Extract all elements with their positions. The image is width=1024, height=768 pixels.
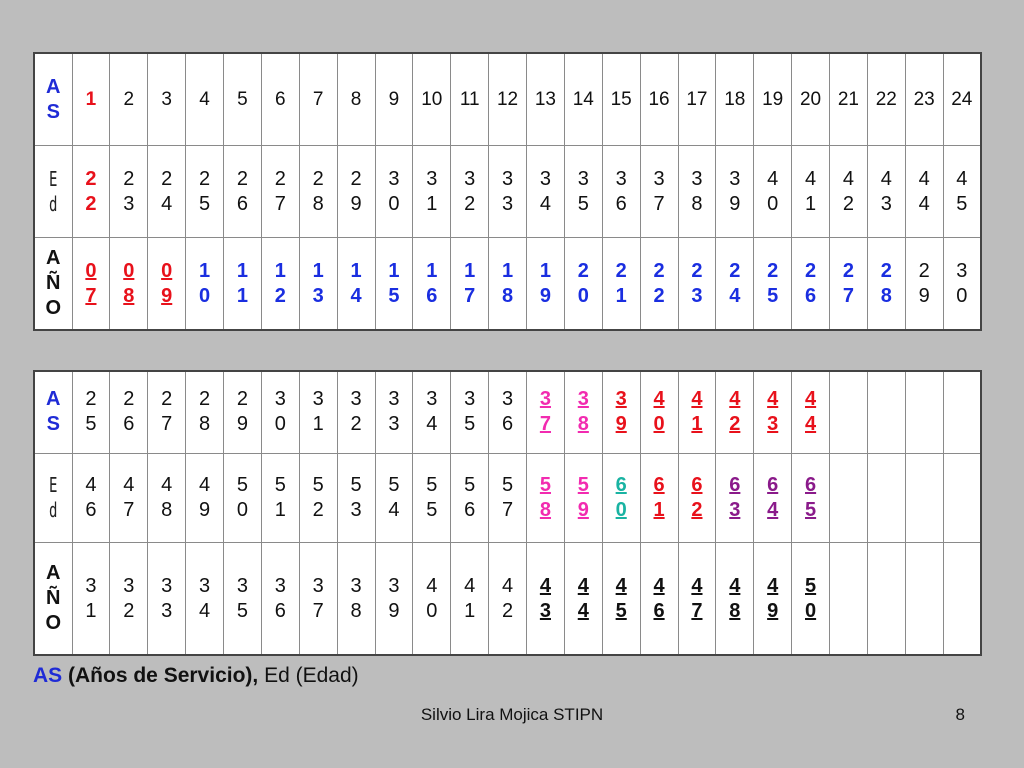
cell-ano-8: [337, 238, 375, 331]
cell-as-24: [943, 53, 981, 146]
cell-as-21: [830, 53, 868, 146]
cell-ed-20: [792, 146, 830, 238]
cell-value: 4 0: [426, 574, 438, 622]
cell-value: 13: [534, 88, 556, 110]
cell-ed-12: [489, 146, 527, 238]
cell-value: 3 3: [161, 574, 173, 622]
cell-value: 3 2: [464, 167, 476, 215]
cell-value: 4: [199, 88, 210, 110]
cell-value: 2 5: [199, 167, 211, 215]
cell-ano-2: [110, 543, 148, 655]
cell-value: 4 8: [729, 574, 741, 622]
cell-ano-24: [943, 543, 981, 655]
cell-ed-24: [943, 146, 981, 238]
cell-value: 3 7: [653, 167, 665, 215]
cell-ed-15: [602, 146, 640, 238]
cell-value: 3 8: [691, 167, 703, 215]
cell-ano-11: [451, 543, 489, 655]
cell-value: 6 1: [653, 473, 665, 521]
cell-ano-2: [110, 238, 148, 331]
cell-value: 5 1: [274, 473, 286, 521]
cell-value: 17: [686, 88, 708, 110]
cell-value: 6 5: [805, 473, 817, 521]
cell-ed-21: [830, 146, 868, 238]
cell-ed-1: [72, 453, 110, 543]
cell-value: 3 1: [312, 388, 324, 436]
cell-value: 5 6: [464, 473, 476, 521]
cell-as-5: [224, 53, 262, 146]
cell-as-21: [830, 371, 868, 453]
legend-as-text: (Años de Servicio),: [62, 664, 259, 687]
cell-value: 5 9: [577, 473, 589, 521]
row-as: [34, 371, 981, 453]
cell-value: 3 2: [350, 388, 362, 436]
cell-ano-9: [375, 238, 413, 331]
cell-ano-5: [224, 238, 262, 331]
cell-value: 6 0: [615, 473, 627, 521]
cell-as-15: [602, 53, 640, 146]
cell-value: 4 0: [653, 388, 665, 436]
cell-ed-9: [375, 453, 413, 543]
cell-value: 0 7: [85, 259, 97, 307]
cell-as-17: [678, 371, 716, 453]
cell-ano-12: [489, 543, 527, 655]
cell-value: 2 1: [615, 259, 627, 307]
cell-value: 3 9: [615, 388, 627, 436]
cell-value: 4 5: [956, 167, 968, 215]
cell-value: 4 2: [502, 574, 514, 622]
cell-value: 18: [724, 88, 746, 110]
header-ed: E d: [40, 146, 67, 238]
cell-value: 4 3: [539, 574, 551, 622]
cell-value: 21: [837, 88, 859, 110]
cell-value: 1 2: [274, 259, 286, 307]
cell-value: 3 1: [85, 574, 97, 622]
cell-ano-5: [224, 543, 262, 655]
cell-ano-18: [716, 238, 754, 331]
cell-value: 2 6: [123, 388, 135, 436]
cell-ed-16: [640, 146, 678, 238]
cell-as-1: [72, 371, 110, 453]
cell-ed-23: [905, 146, 943, 238]
cell-ed-11: [451, 146, 489, 238]
cell-ed-17: [678, 146, 716, 238]
cell-as-23: [905, 53, 943, 146]
cell-value: 4 7: [691, 574, 703, 622]
cell-value: 24: [951, 88, 973, 110]
cell-ano-12: [489, 238, 527, 331]
header-as: A S: [34, 53, 72, 146]
cell-value: 3 8: [350, 574, 362, 622]
cell-value: 7: [312, 88, 324, 110]
cell-value: 2 7: [842, 259, 854, 307]
cell-value: 4 9: [767, 574, 779, 622]
cell-value: 4 1: [805, 167, 817, 215]
cell-value: 4 4: [577, 574, 589, 622]
cell-value: 1 6: [426, 259, 438, 307]
cell-value: 2 4: [729, 259, 741, 307]
cell-value: 2 3: [691, 259, 703, 307]
cell-value: 6 2: [691, 473, 703, 521]
cell-ano-15: [602, 543, 640, 655]
cell-ed-3: [148, 453, 186, 543]
cell-ano-3: [148, 238, 186, 331]
cell-value: 3 0: [956, 259, 968, 307]
cell-value: 2 8: [199, 388, 211, 436]
legend: [33, 664, 359, 688]
cell-as-5: [224, 371, 262, 453]
cell-ano-7: [299, 238, 337, 331]
cell-as-11: [451, 371, 489, 453]
cell-as-13: [527, 53, 565, 146]
cell-value: 10: [421, 88, 443, 110]
cell-value: 3 0: [388, 167, 400, 215]
cell-ano-13: [527, 543, 565, 655]
cell-value: 4 2: [842, 167, 854, 215]
cell-as-16: [640, 53, 678, 146]
cell-ano-6: [261, 543, 299, 655]
cell-value: 3 5: [577, 167, 589, 215]
cell-as-9: [375, 53, 413, 146]
cell-value: 1 0: [199, 259, 211, 307]
cell-ed-9: [375, 146, 413, 238]
cell-ed-8: [337, 453, 375, 543]
cell-as-15: [602, 371, 640, 453]
cell-as-20: [792, 371, 830, 453]
cell-ed-11: [451, 453, 489, 543]
cell-ano-6: [261, 238, 299, 331]
cell-value: 1 8: [502, 259, 514, 307]
cell-as-12: [489, 53, 527, 146]
cell-as-7: [299, 371, 337, 453]
cell-value: 3: [161, 88, 172, 110]
cell-ed-18: [716, 453, 754, 543]
cell-ano-9: [375, 543, 413, 655]
cell-value: 3 3: [388, 388, 400, 436]
cell-ed-20: [792, 453, 830, 543]
cell-ano-11: [451, 238, 489, 331]
cell-value: 1 4: [350, 259, 362, 307]
cell-ed-24: [943, 453, 981, 543]
cell-value: 19: [762, 88, 784, 110]
cell-value: 3 0: [274, 388, 286, 436]
cell-ed-2: [110, 453, 148, 543]
cell-ano-10: [413, 543, 451, 655]
cell-value: 2 7: [161, 388, 173, 436]
cell-value: 2 4: [161, 167, 173, 215]
cell-ed-17: [678, 453, 716, 543]
cell-ano-4: [186, 238, 224, 331]
cell-ed-5: [224, 146, 262, 238]
cell-ano-13: [527, 238, 565, 331]
cell-value: 6 4: [767, 473, 779, 521]
cell-value: 4 1: [691, 388, 703, 436]
cell-ed-3: [148, 146, 186, 238]
cell-value: 2 5: [767, 259, 779, 307]
cell-value: 2 2: [653, 259, 665, 307]
cell-ano-22: [867, 543, 905, 655]
cell-as-3: [148, 371, 186, 453]
cell-as-11: [451, 53, 489, 146]
cell-ano-7: [299, 543, 337, 655]
cell-ed-19: [754, 453, 792, 543]
cell-ano-19: [754, 238, 792, 331]
cell-as-4: [186, 371, 224, 453]
cell-value: 5 3: [350, 473, 362, 521]
cell-ano-8: [337, 543, 375, 655]
row-as: [34, 53, 981, 146]
cell-as-14: [564, 371, 602, 453]
cell-ano-16: [640, 238, 678, 331]
cell-value: 5 7: [502, 473, 514, 521]
cell-ed-14: [564, 146, 602, 238]
cell-value: 2 9: [350, 167, 362, 215]
cell-value: 3 6: [615, 167, 627, 215]
cell-value: 2 0: [577, 259, 589, 307]
cell-as-6: [261, 53, 299, 146]
cell-ed-2: [110, 146, 148, 238]
cell-value: 2 9: [918, 259, 930, 307]
cell-value: 2 8: [880, 259, 892, 307]
cell-ano-18: [716, 543, 754, 655]
header-ano: A Ñ O: [34, 238, 72, 331]
cell-value: 1: [85, 88, 97, 110]
cell-ed-16: [640, 453, 678, 543]
cell-value: 3 5: [236, 574, 248, 622]
cell-as-8: [337, 371, 375, 453]
legend-ed-text: Ed (Edad): [258, 664, 359, 687]
cell-ed-19: [754, 146, 792, 238]
cell-ano-21: [830, 238, 868, 331]
cell-value: 5 4: [388, 473, 400, 521]
cell-as-12: [489, 371, 527, 453]
cell-as-2: [110, 371, 148, 453]
cell-value: 3 7: [312, 574, 324, 622]
cell-ed-5: [224, 453, 262, 543]
cell-value: 0 8: [123, 259, 135, 307]
cell-value: 23: [913, 88, 935, 110]
cell-value: 4 7: [123, 473, 135, 521]
cell-value: 2 3: [123, 167, 135, 215]
row-ed: [34, 146, 981, 238]
cell-value: 22: [875, 88, 897, 110]
cell-as-18: [716, 53, 754, 146]
cell-value: 3 6: [274, 574, 286, 622]
cell-value: 3 9: [729, 167, 741, 215]
cell-value: 4 6: [85, 473, 97, 521]
cell-ed-7: [299, 453, 337, 543]
cell-value: 4 2: [729, 388, 741, 436]
cell-ed-14: [564, 453, 602, 543]
cell-as-3: [148, 53, 186, 146]
cell-ano-4: [186, 543, 224, 655]
cell-value: 4 4: [805, 388, 817, 436]
years-age-table-2: [33, 370, 982, 656]
cell-as-14: [564, 53, 602, 146]
cell-value: 3 4: [199, 574, 211, 622]
cell-ano-17: [678, 543, 716, 655]
cell-value: 20: [799, 88, 822, 110]
cell-value: 2 8: [312, 167, 324, 215]
cell-ano-19: [754, 543, 792, 655]
cell-value: 4 5: [615, 574, 627, 622]
cell-ed-10: [413, 453, 451, 543]
cell-value: 1 7: [464, 259, 476, 307]
cell-as-13: [527, 371, 565, 453]
cell-ano-16: [640, 543, 678, 655]
cell-ed-22: [867, 453, 905, 543]
cell-value: 4 8: [161, 473, 173, 521]
cell-value: 1 5: [388, 259, 400, 307]
cell-value: 4 9: [199, 473, 211, 521]
cell-as-17: [678, 53, 716, 146]
cell-value: 8: [350, 88, 362, 110]
cell-value: 12: [496, 88, 519, 110]
cell-value: 3 2: [123, 574, 135, 622]
cell-as-7: [299, 53, 337, 146]
cell-value: 4 3: [880, 167, 892, 215]
cell-value: 11: [459, 88, 480, 110]
cell-ed-23: [905, 453, 943, 543]
cell-value: 2 5: [85, 388, 97, 436]
cell-ed-21: [830, 453, 868, 543]
cell-value: 5 8: [539, 473, 551, 521]
cell-as-23: [905, 371, 943, 453]
cell-ano-3: [148, 543, 186, 655]
cell-value: 5 5: [426, 473, 438, 521]
cell-value: 0 9: [161, 259, 173, 307]
page-number: 8: [955, 705, 965, 724]
cell-value: 15: [610, 88, 632, 110]
cell-as-2: [110, 53, 148, 146]
cell-ed-4: [186, 146, 224, 238]
cell-value: 6: [275, 88, 286, 110]
cell-ed-1: [72, 146, 110, 238]
cell-value: 4 3: [767, 388, 779, 436]
cell-ano-15: [602, 238, 640, 331]
cell-as-1: [72, 53, 110, 146]
cell-value: 5 0: [236, 473, 248, 521]
cell-as-6: [261, 371, 299, 453]
cell-as-18: [716, 371, 754, 453]
cell-value: 2 9: [236, 388, 248, 436]
cell-value: 16: [648, 88, 670, 110]
cell-value: 1 1: [236, 259, 248, 307]
cell-ed-12: [489, 453, 527, 543]
cell-ed-4: [186, 453, 224, 543]
cell-ano-20: [792, 543, 830, 655]
cell-value: 4 1: [464, 574, 476, 622]
cell-ed-10: [413, 146, 451, 238]
cell-as-20: [792, 53, 830, 146]
cell-as-8: [337, 53, 375, 146]
cell-ano-21: [830, 543, 868, 655]
cell-as-19: [754, 371, 792, 453]
row-ano: [34, 543, 981, 655]
cell-ed-13: [527, 146, 565, 238]
cell-ano-10: [413, 238, 451, 331]
cell-ano-1: [72, 238, 110, 331]
cell-value: 3 1: [426, 167, 438, 215]
cell-ano-14: [564, 543, 602, 655]
cell-value: 2 7: [274, 167, 286, 215]
cell-value: 4 6: [653, 574, 665, 622]
cell-value: 3 5: [464, 388, 476, 436]
cell-ed-7: [299, 146, 337, 238]
header-ano: A Ñ O: [34, 543, 72, 655]
cell-value: 3 7: [539, 388, 551, 436]
cell-value: 3 9: [388, 574, 400, 622]
cell-as-16: [640, 371, 678, 453]
cell-value: 4 4: [918, 167, 930, 215]
cell-as-4: [186, 53, 224, 146]
cell-value: 3 8: [577, 388, 589, 436]
cell-value: 2: [123, 88, 135, 110]
footer-author: Silvio Lira Mojica STIPN: [420, 705, 604, 724]
cell-ed-15: [602, 453, 640, 543]
cell-value: 6 3: [729, 473, 741, 521]
cell-as-22: [867, 371, 905, 453]
header-ed: E d: [40, 453, 67, 543]
cell-ano-22: [867, 238, 905, 331]
cell-ano-1: [72, 543, 110, 655]
cell-ano-23: [905, 238, 943, 331]
cell-value: 3 3: [502, 167, 514, 215]
cell-value: 2 6: [805, 259, 817, 307]
row-ano: [34, 238, 981, 331]
years-age-table-1: [33, 52, 982, 331]
cell-ano-14: [564, 238, 602, 331]
cell-ed-22: [867, 146, 905, 238]
cell-as-24: [943, 371, 981, 453]
cell-value: 3 4: [426, 388, 438, 436]
cell-value: 9: [388, 88, 400, 110]
cell-value: 3 4: [539, 167, 551, 215]
cell-value: 2 2: [85, 167, 97, 215]
cell-ed-6: [261, 453, 299, 543]
header-as: A S: [34, 371, 72, 453]
cell-ano-17: [678, 238, 716, 331]
cell-as-10: [413, 371, 451, 453]
cell-as-9: [375, 371, 413, 453]
row-ed: [34, 453, 981, 543]
cell-as-19: [754, 53, 792, 146]
cell-as-22: [867, 53, 905, 146]
cell-value: 3 6: [502, 388, 514, 436]
cell-value: 5 2: [312, 473, 324, 521]
cell-value: 14: [572, 88, 594, 110]
cell-ano-20: [792, 238, 830, 331]
cell-value: 1 9: [539, 259, 551, 307]
cell-value: 5: [237, 88, 248, 110]
cell-ed-8: [337, 146, 375, 238]
cell-value: 4 0: [767, 167, 779, 215]
cell-ed-18: [716, 146, 754, 238]
cell-as-10: [413, 53, 451, 146]
cell-ano-24: [943, 238, 981, 331]
legend-as-abbr: AS: [33, 664, 63, 687]
cell-ed-6: [261, 146, 299, 238]
cell-ed-13: [527, 453, 565, 543]
cell-value: 2 6: [236, 167, 248, 215]
cell-ano-23: [905, 543, 943, 655]
cell-value: 1 3: [312, 259, 324, 307]
cell-value: 5 0: [805, 574, 817, 622]
